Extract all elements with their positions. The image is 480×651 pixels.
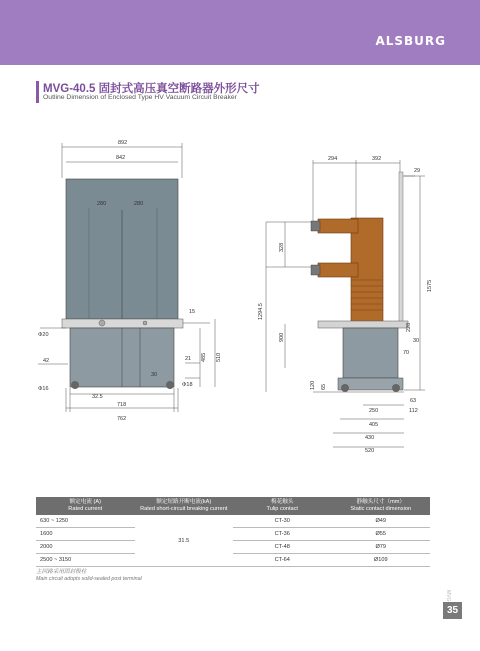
dim-392: 392 bbox=[372, 156, 382, 162]
cell-current: 2000 bbox=[36, 541, 135, 554]
dim-900: 900 bbox=[279, 332, 285, 342]
page-subtitle: Outline Dimension of Enclosed Type HV Vacuum Circuit Breaker bbox=[43, 94, 237, 101]
cell-contact: CT-30 bbox=[233, 515, 332, 528]
upper-terminal-arm bbox=[318, 219, 358, 233]
note-cn: 主回路采用固封极柱 bbox=[36, 569, 87, 575]
header-tulip-contact: 梅花触头 Tulip contact bbox=[233, 497, 332, 515]
dim-250: 250 bbox=[369, 408, 379, 414]
cell-current: 2500 ~ 3150 bbox=[36, 554, 135, 567]
dim-280a: 280 bbox=[97, 201, 107, 207]
table-row bbox=[36, 554, 430, 567]
title-accent-bar bbox=[36, 81, 39, 103]
dim-485: 485 bbox=[201, 352, 207, 362]
dim-120: 120 bbox=[310, 380, 316, 390]
lower-terminal-arm bbox=[318, 263, 358, 277]
note-en: Main circuit adopts solid-sealed post terminal bbox=[36, 576, 142, 582]
page-title: MVG-40.5 固封式高压真空断路器外形尺寸 bbox=[43, 83, 260, 95]
dim-842: 842 bbox=[116, 155, 126, 161]
cell-current: 1600 bbox=[36, 528, 135, 541]
dim-405: 405 bbox=[369, 422, 379, 428]
cell-dimension: Ø79 bbox=[332, 541, 431, 554]
side-mechanism bbox=[343, 328, 398, 378]
dim-21: 21 bbox=[185, 356, 192, 362]
dim-228: 228 bbox=[406, 322, 412, 332]
outline-drawing bbox=[0, 130, 480, 460]
cell-contact: CT-48 bbox=[233, 541, 332, 554]
table-row bbox=[36, 515, 430, 528]
side-operating-rod bbox=[399, 172, 403, 325]
dim-15: 15 bbox=[189, 309, 196, 315]
dim-510: 510 bbox=[216, 352, 222, 362]
header-rated-current: 额定电流 (A) Rated current bbox=[36, 497, 135, 515]
dim-70: 70 bbox=[403, 350, 410, 356]
cell-dimension: Ø109 bbox=[332, 554, 431, 567]
header-static-contact: 静触头尺寸（mm） Static contact dimension bbox=[332, 497, 431, 515]
header-banner bbox=[0, 0, 480, 65]
cell-contact: CT-36 bbox=[233, 528, 332, 541]
cell-breaking-current: 31.5 bbox=[135, 515, 234, 567]
cell-dimension: Ø49 bbox=[332, 515, 431, 528]
cell-dimension: Ø55 bbox=[332, 528, 431, 541]
dim-1575: 1575 bbox=[427, 279, 433, 292]
spec-table bbox=[36, 497, 430, 567]
dim-phi20: Φ20 bbox=[38, 332, 49, 338]
dim-112: 112 bbox=[409, 408, 418, 414]
dim-280b: 280 bbox=[134, 201, 144, 207]
dim-892: 892 bbox=[118, 140, 128, 146]
dim-30: 30 bbox=[151, 372, 158, 378]
brand-logo: ALSBURG bbox=[375, 34, 446, 48]
dim-phi16: Φ16 bbox=[38, 386, 49, 392]
dim-718: 718 bbox=[117, 402, 127, 408]
table-row bbox=[36, 541, 430, 554]
dim-328: 328 bbox=[279, 242, 285, 252]
dim-762: 762 bbox=[117, 416, 127, 422]
dim-65: 65 bbox=[321, 383, 327, 390]
dim-42: 42 bbox=[43, 358, 50, 364]
front-rail bbox=[62, 319, 183, 328]
dim-phi18: Φ18 bbox=[182, 382, 193, 388]
dim-520: 520 bbox=[365, 448, 375, 454]
side-rail bbox=[318, 321, 408, 328]
dim-side-30: 30 bbox=[413, 338, 420, 344]
cell-current: 630 ~ 1250 bbox=[36, 515, 135, 528]
header-breaking-current: 额定短路开断电流(kA) Rated short-circuit breaking current bbox=[135, 497, 234, 515]
dim-29: 29 bbox=[414, 168, 421, 174]
dim-294: 294 bbox=[328, 156, 338, 162]
dim-32-5: 32.5 bbox=[92, 394, 103, 400]
dim-63: 63 bbox=[410, 398, 417, 404]
table-row bbox=[36, 528, 430, 541]
dim-430: 430 bbox=[365, 435, 375, 441]
cell-contact: CT-64 bbox=[233, 554, 332, 567]
dim-1294-5: 1294.5 bbox=[258, 303, 264, 320]
page-number: 35 bbox=[443, 602, 462, 619]
